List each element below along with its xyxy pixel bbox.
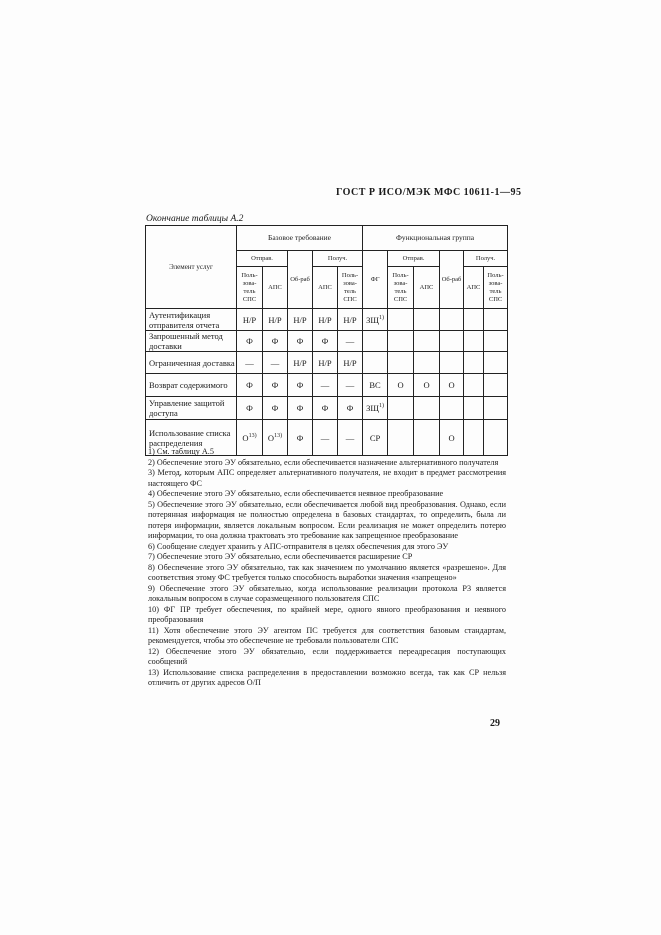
cell: Ф [237,331,263,352]
base-otprav-aps-header: АПС [263,267,288,309]
cell: Ф [288,397,313,420]
page-header: ГОСТ Р ИСО/МЭК МФС 10611-1—95 [336,187,522,198]
cell: Ф [263,397,288,420]
footnote: 13) Использование списка распределения в предоставлении возможно всегда, так как СР нельзя отличить от других адресов О/П [148,667,506,687]
cell: Н/Р [338,352,363,374]
fg-cell: СР [363,420,388,456]
fg-value: ЗЩ [366,314,379,325]
base-otprav-polz-header: Поль-зова-тель СПС [237,267,263,309]
cell [388,352,414,374]
cell: О [440,420,464,456]
cell: Ф [237,374,263,397]
services-table [145,225,508,456]
footnote: 5) Обеспечение этого ЭУ обязательно, если обеспечивается любой вид преобразования. Однако, если потерянная информация не полностью определена в базовых стандартах, то определить, была ли потеря информации, является локальным вопросом. Если реализация не может определить потерю информации, то она должна трактовать это требование как запрещенное преобразование [148,499,506,540]
cell: О [388,374,414,397]
footnote: 2) Обеспечение этого ЭУ обязательно, если обеспечивается назначение альтернативного получателя [148,457,499,467]
cell: Ф [313,397,338,420]
fg-cell [363,309,388,331]
fg-header: ФГ [363,251,388,309]
cell [484,352,508,374]
cell [388,309,414,331]
fg-footnote-ref: 1) [378,314,384,321]
cell [484,397,508,420]
row-label: Ограниченная доставка [146,352,237,374]
cell: Н/Р [237,309,263,331]
table-row [146,374,508,397]
base-poluch-aps-header: АПС [313,267,338,309]
cell [388,397,414,420]
cell: Н/Р [338,309,363,331]
footnote-ref: 13) [274,432,283,439]
cell [484,331,508,352]
func-otprav-header: Отправ. [388,251,440,267]
footnote: 9) Обеспечение этого ЭУ обязательно, когда использование реализации протокола Р3 является локальным вопросом в случае соразмещенного пользователя СПС [148,583,506,603]
cell: О [440,374,464,397]
cell: Ф [263,374,288,397]
func-otprav-polz-header: Поль-зова-тель СПС [388,267,414,309]
fg-cell [363,352,388,374]
base-requirement-header: Базовое требование [237,226,363,251]
cell [440,331,464,352]
cell: Н/Р [288,352,313,374]
row-label: Управление защитой доступа [146,397,237,420]
footnote: 8) Обеспечение этого ЭУ обязательно, так как значением по умолчанию является «разрешено». Для соответствия этому ФС требуется только способность выработки значения «запрещено» [148,562,506,582]
row-label: Возврат содержимого [146,374,237,397]
cell: Ф [288,331,313,352]
cell [464,374,484,397]
base-otprav-header: Отправ. [237,251,288,267]
cell: — [338,374,363,397]
footnote: 12) Обеспечение этого ЭУ обязательно, если поддерживается переадресация поступающих сообщений [148,646,506,666]
cell: — [263,352,288,374]
func-poluch-header: Получ. [464,251,508,267]
cell [388,331,414,352]
cell: Ф [313,331,338,352]
footnotes [148,447,506,689]
row-label: Запрошенный метод доставки [146,331,237,352]
cell: — [237,352,263,374]
cell: — [338,420,363,456]
element-header: Элемент услуг [146,226,237,309]
cell [414,331,440,352]
table-row [146,397,508,420]
cell: Н/Р [313,309,338,331]
fg-value: ЗЩ [366,403,379,413]
cell [484,309,508,331]
cell [484,374,508,397]
cell: Ф [237,397,263,420]
cell [464,331,484,352]
table-caption: Окончание таблицы А.2 [146,214,244,224]
cell: — [313,374,338,397]
footnote: 3) Метод, которым АПС определяет альтернативного получателя, не входит в предмет рассмотрения настоящего ФС [148,468,506,488]
cell [440,397,464,420]
cell: Ф [263,331,288,352]
cell [414,397,440,420]
fg-footnote-ref: 1) [378,403,384,410]
func-obrab-header: Об-раб [440,251,464,309]
cell: Н/Р [313,352,338,374]
footnote: 6) Сообщение следует хранить у АПС-отправителя в целях обеспечения для этого ЭУ [148,541,449,551]
cell: Ф [288,420,313,456]
page-number: 29 [490,718,500,729]
table-row [146,352,508,374]
cell-value: О [267,432,275,443]
cell: — [313,420,338,456]
cell [414,309,440,331]
cell [440,352,464,374]
footnote: 4) Обеспечение этого ЭУ обязательно, если обеспечивается неявное преобразование [148,489,444,498]
functional-group-header: Функциональная группа [363,226,508,251]
fg-cell [363,331,388,352]
base-poluch-header: Получ. [313,251,363,267]
cell [414,352,440,374]
func-poluch-polz-header: Поль-зова-тель СПС [484,267,508,309]
base-poluch-polz-header: Поль-зова-тель СПС [338,267,363,309]
base-obrab-header: Об-раб [288,251,313,309]
func-poluch-aps-header: АПС [464,267,484,309]
footnote-ref: 13) [248,432,257,439]
row-label: Использование списка распределения [146,420,237,456]
footnote: 1) См. таблицу А.5 [148,447,214,456]
cell: — [338,331,363,352]
cell: О [414,374,440,397]
footnote: 7) Обеспечение этого ЭУ обязательно, если обеспечивается расширение СР [148,552,413,561]
footnote: 10) ФГ ПР требует обеспечения, по крайней мере, одного явного преобразования и неявного преобразования [148,604,506,624]
table-row [146,309,508,331]
fg-cell [363,397,388,420]
cell [464,352,484,374]
row-label: Аутентификация отправителя отчета [146,309,237,331]
table-row [146,331,508,352]
cell-value: О [242,432,249,443]
cell [440,309,464,331]
cell [464,309,484,331]
func-otprav-aps-header: АПС [414,267,440,309]
cell [464,397,484,420]
cell: Н/Р [263,309,288,331]
cell: Ф [288,374,313,397]
cell: Ф [338,397,363,420]
fg-cell: ВС [363,374,388,397]
footnote: 11) Хотя обеспечение этого ЭУ агентом ПС требуется для соответствия базовым стандартам, рекомендуется, чтобы это обеспечение не требовали пользователи СПС [148,625,506,645]
cell: Н/Р [288,309,313,331]
